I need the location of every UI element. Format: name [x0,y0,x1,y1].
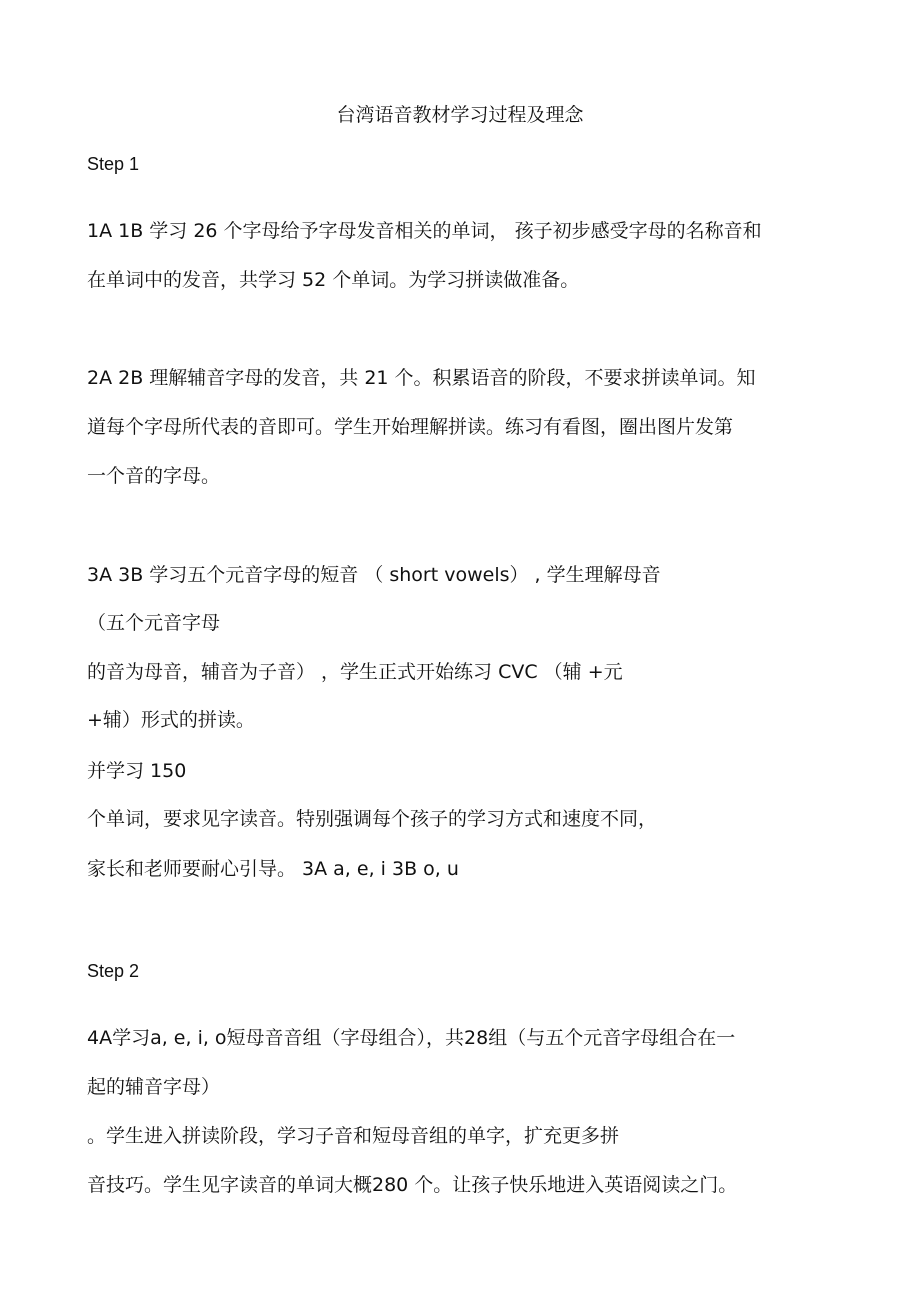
paragraph-3-line-6: 个单词，要求见字读音。特别强调每个孩子的学习方式和速度不同， [87,808,658,830]
paragraph-3-line-1: 3A 3B 学习五个元音字母的短音 （ short vowels） , 学生理解母音 [87,564,661,586]
paragraph-3-line-3: 的音为母音，辅音为子音） ，学生正式开始练习 CVC （辅 +元 [87,661,623,683]
paragraph-4-line-2: 起的辅音字母） [87,1076,221,1098]
document-title: 台湾语音教材学习过程及理念 [336,104,584,126]
paragraph-4-line-3: 。学生进入拼读阶段，学习子音和短母音组的单字，扩充更多拼 [87,1125,620,1147]
paragraph-3-line-5: 并学习 150 [87,760,187,782]
paragraph-2-line-3: 一个音的字母。 [87,465,221,487]
step-2-heading: Step 2 [87,961,140,981]
paragraph-4-line-1: 4A学习a, e, i, o短母音音组（字母组合），共28组（与五个元音字母组合在一 [87,1027,736,1049]
paragraph-3-line-2: （五个元音字母 [87,612,221,634]
paragraph-1-line-2: 在单词中的发音，共学习 52 个单词。为学习拼读做准备。 [87,269,580,291]
paragraph-2-line-2: 道每个字母所代表的音即可。学生开始理解拼读。练习有看图，圈出图片发第 [87,416,734,438]
paragraph-1-line-1: 1A 1B 学习 26 个字母给予字母发音相关的单词， 孩子初步感受字母的名称音和 [87,220,762,242]
paragraph-4-line-4: 音技巧。学生见字读音的单词大概280 个。让孩子快乐地进入英语阅读之门。 [87,1174,738,1196]
step-1-heading: Step 1 [87,154,140,174]
paragraph-3-line-7: 家长和老师要耐心引导。 3A a, e, i 3B o, u [87,858,459,880]
paragraph-3-line-4: +辅）形式的拼读。 [87,709,255,731]
paragraph-2-line-1: 2A 2B 理解辅音字母的发音，共 21 个。积累语音的阶段，不要求拼读单词。知 [87,367,756,389]
